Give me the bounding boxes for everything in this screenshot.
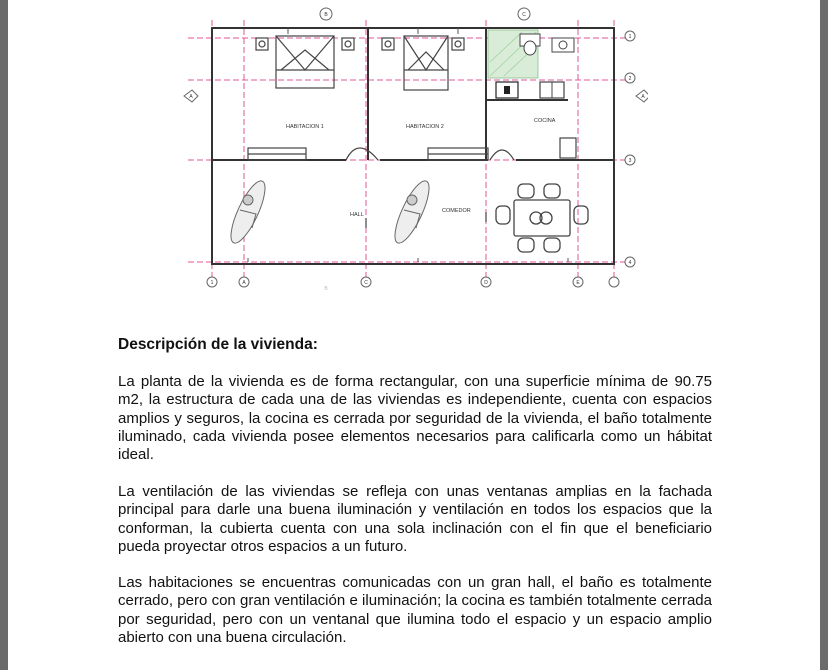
label-habitacion-2: HABITACION 2	[406, 124, 444, 130]
axis-marker-bottom-1: 1	[210, 280, 214, 286]
bathroom-area	[488, 30, 574, 98]
label-comedor: COMEDOR	[442, 208, 471, 214]
label-habitacion-1: HABITACION 1	[286, 124, 324, 130]
document-page	[8, 0, 820, 670]
axis-marker-bottom-d: D	[484, 280, 488, 286]
floor-plan-drawing	[168, 0, 648, 300]
description-paragraph-3: Las habitaciones se encuentras comunicadas con un gran hall, el baño es totalmente cerrado, pero con gran ventilación e iluminación; la cocina es también totalmente cerrada por seguridad, pero con un ventanal que ilumina todo el espacio y un espacio amplio abierto con una buena circulación.	[118, 574, 712, 646]
floor-plan	[168, 0, 648, 300]
label-cocina: COCINA	[534, 118, 556, 124]
axis-marker-bottom-a: A	[242, 280, 246, 286]
bed-2-icon	[382, 36, 464, 90]
dining-table-icon	[496, 184, 588, 252]
axis-marker-top-left: B	[324, 12, 328, 18]
description-paragraph-2: La ventilación de las viviendas se refleja con unas ventanas amplias en la fachada principal para darle una buena iluminación y ventilación en todos los espacios que la conforman, la cubierta cuenta con una sola inclinación con el fin que el beneficiario pueda proyectar otros espacios a un futuro.	[118, 483, 712, 555]
axis-marker-bottom-b: B	[324, 286, 328, 292]
description-title: Descripción de la vivienda:	[118, 336, 318, 353]
axis-marker-right: A	[641, 94, 645, 100]
axis-marker-top-right: C	[522, 12, 526, 18]
axis-marker-right-3: 3	[628, 158, 632, 164]
axis-marker-bottom-e: E	[576, 280, 580, 286]
axis-marker-right-4: 4	[628, 260, 632, 266]
axis-marker-right-2: 2	[628, 76, 632, 82]
axis-marker-left: A	[189, 94, 193, 100]
axis-marker-right-1: 1	[628, 34, 632, 40]
label-hall: HALL	[350, 212, 364, 218]
person-figure-icon	[225, 177, 436, 247]
description-paragraph-1: La planta de la vivienda es de forma rectangular, con una superficie mínima de 90.75 m2, la estructura de cada una de las viviendas es independiente, cuenta con espacios amplios y seguros, la cocina es cerrada por seguridad de la vivienda, el baño totalmente iluminado, cada vivienda posee elementos necesarios para calificarla como un hábitat ideal.	[118, 373, 712, 464]
axis-marker-bottom-c: C	[364, 280, 368, 286]
